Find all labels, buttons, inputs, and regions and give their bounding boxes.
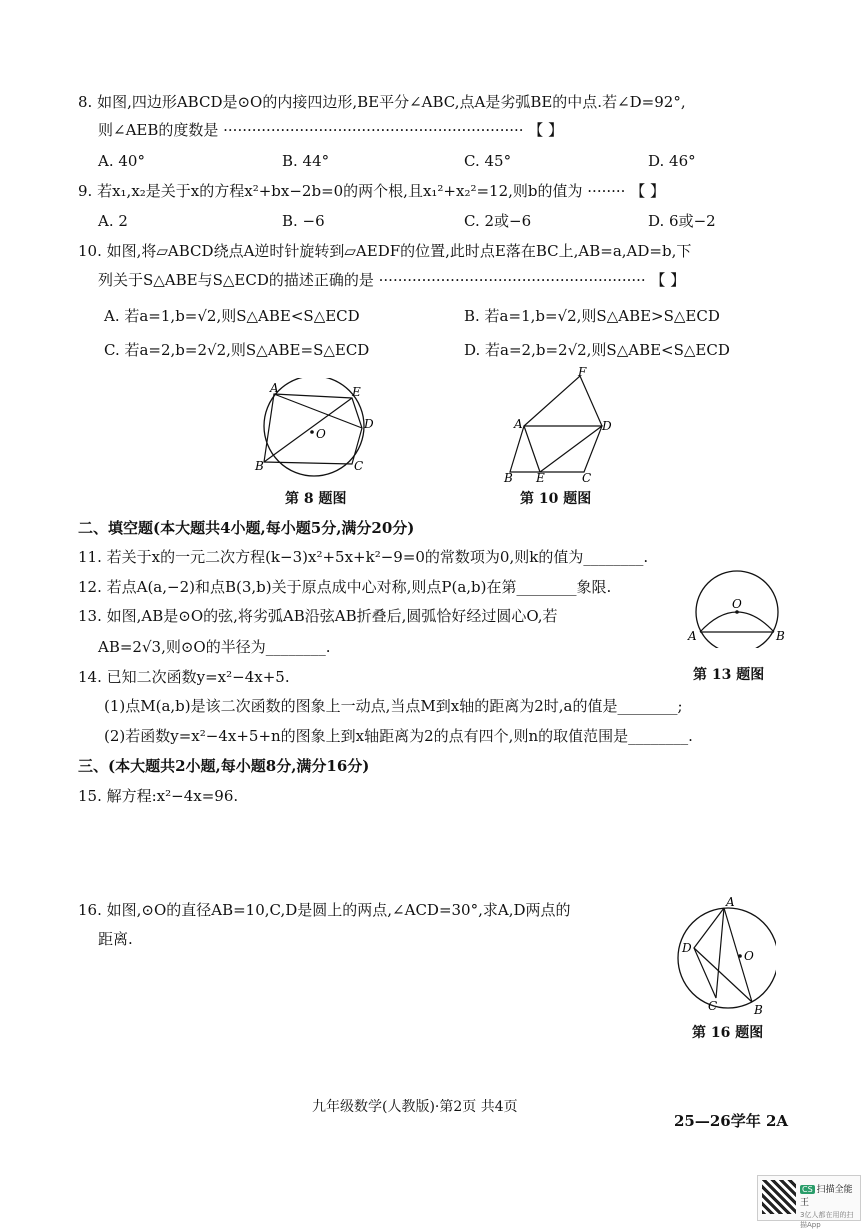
footer-page-info: 九年级数学(人教版)·第2页 共4页 bbox=[312, 1099, 518, 1115]
q8-option-c: C. 45° bbox=[464, 152, 512, 170]
svg-text:C: C bbox=[354, 459, 364, 473]
q13-line1: 13. 如图,AB是⊙O的弦,将劣弧AB沿弦AB折叠后,圆弧恰好经过圆心O,若 bbox=[78, 607, 558, 625]
figure-10-diagram bbox=[498, 366, 628, 484]
svg-text:E: E bbox=[352, 385, 361, 399]
scanner-badge: CS bbox=[802, 1185, 813, 1194]
section-3-title: 三、(本大题共2小题,每小题8分,满分16分) bbox=[78, 757, 370, 775]
svg-text:D: D bbox=[682, 941, 692, 955]
scanner-watermark bbox=[757, 1175, 861, 1229]
svg-text:B: B bbox=[754, 1003, 763, 1017]
svg-text:D: D bbox=[364, 417, 374, 431]
figure-8-caption: 第 8 题图 bbox=[285, 491, 347, 507]
svg-text:C: C bbox=[582, 471, 592, 484]
q9-option-d: D. 6或−2 bbox=[648, 212, 716, 230]
q10-option-a: A. 若a=1,b=√2,则S△ABE<S△ECD bbox=[104, 307, 360, 325]
svg-text:B: B bbox=[255, 459, 264, 473]
q14-line2: (1)点M(a,b)是该二次函数的图象上一动点,当点M到x轴的距离为2时,a的值是________; bbox=[104, 697, 683, 715]
svg-text:C: C bbox=[708, 999, 718, 1013]
svg-text:O: O bbox=[732, 597, 742, 611]
scanner-title: 扫描全能王 bbox=[800, 1185, 853, 1208]
svg-text:O: O bbox=[316, 427, 326, 441]
figure-16-caption: 第 16 题图 bbox=[692, 1025, 764, 1041]
figure-8-diagram bbox=[252, 378, 382, 478]
figure-16-diagram bbox=[676, 896, 776, 1020]
qr-code-icon bbox=[762, 1180, 796, 1214]
q12-text: 12. 若点A(a,−2)和点B(3,b)关于原点成中心对称,则点P(a,b)在第________象限. bbox=[78, 578, 612, 596]
q10-line1: 10. 如图,将▱ABCD绕点A逆时针旋转到▱AEDF的位置,此时点E落在BC上,AB=a,AD=b,下 bbox=[78, 242, 692, 260]
svg-text:O: O bbox=[744, 949, 754, 963]
q10-option-d: D. 若a=2,b=2√2,则S△ABE<S△ECD bbox=[464, 341, 730, 359]
section-2-title: 二、填空题(本大题共4小题,每小题5分,满分20分) bbox=[78, 519, 415, 537]
svg-text:F: F bbox=[578, 366, 587, 379]
q9-line1: 9. 若x₁,x₂是关于x的方程x²+bx−2b=0的两个根,且x₁²+x₂²=12,则b的值为 ········ 【 】 bbox=[78, 182, 665, 200]
figure-13-diagram bbox=[682, 568, 792, 648]
q16-line1: 16. 如图,⊙O的直径AB=10,C,D是圆上的两点,∠ACD=30°,求A,D两点的 bbox=[78, 901, 571, 919]
svg-text:D: D bbox=[602, 419, 612, 433]
q11-text: 11. 若关于x的一元二次方程(k−3)x²+5x+k²−9=0的常数项为0,则k的值为________. bbox=[78, 548, 649, 566]
q8-line2: 则∠AEB的度数是 ······························································· 【 】 bbox=[98, 121, 564, 139]
figure-10-caption: 第 10 题图 bbox=[520, 491, 592, 507]
q8-option-b: B. 44° bbox=[282, 152, 330, 170]
svg-text:A: A bbox=[726, 896, 735, 909]
q8-option-d: D. 46° bbox=[648, 152, 696, 170]
footer-term: 25—26学年 2A bbox=[674, 1112, 789, 1130]
q13-line2: AB=2√3,则⊙O的半径为________. bbox=[98, 638, 331, 656]
svg-text:A: A bbox=[514, 417, 523, 431]
svg-text:B: B bbox=[776, 629, 785, 643]
q10-option-b: B. 若a=1,b=√2,则S△ABE>S△ECD bbox=[464, 307, 720, 325]
q8-option-a: A. 40° bbox=[98, 152, 145, 170]
figure-13-caption: 第 13 题图 bbox=[693, 667, 765, 683]
svg-text:B: B bbox=[504, 471, 513, 484]
q9-option-b: B. −6 bbox=[282, 212, 325, 230]
svg-text:A: A bbox=[270, 381, 279, 395]
q16-line2: 距离. bbox=[98, 930, 133, 948]
q9-option-c: C. 2或−6 bbox=[464, 212, 532, 230]
q8-line1: 8. 如图,四边形ABCD是⊙O的内接四边形,BE平分∠ABC,点A是劣弧BE的中点.若∠D=92°, bbox=[78, 93, 686, 111]
svg-text:A: A bbox=[688, 629, 697, 643]
q9-option-a: A. 2 bbox=[98, 212, 128, 230]
scanner-subtitle: 3亿人都在用的扫描App bbox=[800, 1211, 854, 1229]
svg-text:E: E bbox=[536, 471, 545, 484]
q10-line2: 列关于S△ABE与S△ECD的描述正确的是 ························································ 【 】 bbox=[98, 271, 686, 289]
q14-line1: 14. 已知二次函数y=x²−4x+5. bbox=[78, 668, 290, 686]
q15-text: 15. 解方程:x²−4x=96. bbox=[78, 787, 239, 805]
q10-option-c: C. 若a=2,b=2√2,则S△ABE=S△ECD bbox=[104, 341, 370, 359]
q14-line3: (2)若函数y=x²−4x+5+n的图象上到x轴距离为2的点有四个,则n的取值范围是________. bbox=[104, 727, 693, 745]
